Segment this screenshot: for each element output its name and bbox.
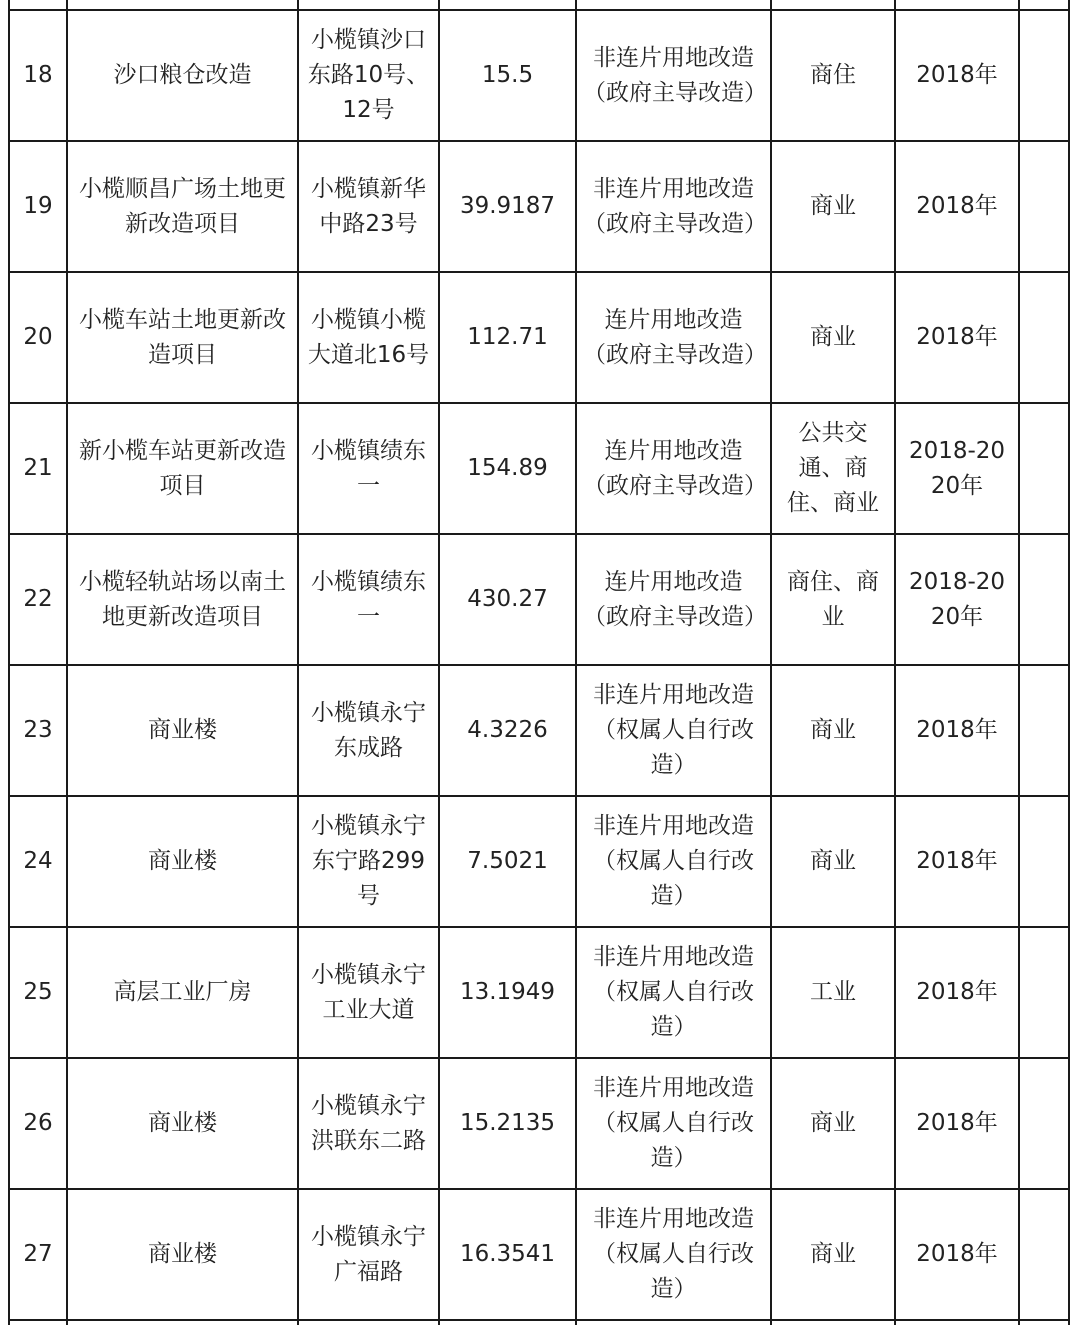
project-name: 商业楼 xyxy=(67,796,298,927)
land-use: 商业 xyxy=(771,272,895,403)
land-use: 商住 xyxy=(771,10,895,141)
renovation-type: 非连片用地改造（权属人自行改造） xyxy=(576,665,771,796)
table-row xyxy=(9,141,1069,272)
schedule-year: 2018年 xyxy=(895,796,1019,927)
table-row xyxy=(9,796,1069,927)
row-number: 25 xyxy=(9,927,67,1058)
project-area: 430.27 xyxy=(439,534,576,665)
land-use: 商业 xyxy=(771,665,895,796)
project-name: 商业楼 xyxy=(67,665,298,796)
land-use: 商业 xyxy=(771,1058,895,1189)
schedule-year: 2018年 xyxy=(895,927,1019,1058)
table-row xyxy=(9,1189,1069,1320)
row-number: 24 xyxy=(9,796,67,927)
renovation-type: 非连片用地改造（权属人自行改造） xyxy=(576,1058,771,1189)
table-row xyxy=(9,665,1069,796)
project-area: 7.5021 xyxy=(439,796,576,927)
project-name: 高层工业厂房 xyxy=(67,927,298,1058)
project-location: 小榄镇永宁东成路 xyxy=(298,665,439,796)
table-row xyxy=(9,403,1069,534)
renovation-type: 连片用地改造（政府主导改造） xyxy=(576,272,771,403)
empty-cell xyxy=(1019,1058,1069,1189)
land-use: 公共交通、商住、商业 xyxy=(771,403,895,534)
project-area: 4.3226 xyxy=(439,665,576,796)
land-use: 商业 xyxy=(771,796,895,927)
table-row xyxy=(9,1058,1069,1189)
table-row-partial xyxy=(9,1320,1069,1325)
empty-cell xyxy=(1019,10,1069,141)
project-location: 小榄镇绩东一 xyxy=(298,534,439,665)
empty-cell xyxy=(1019,796,1069,927)
schedule-year: 2018-2020年 xyxy=(895,403,1019,534)
row-number: 19 xyxy=(9,141,67,272)
table-row-partial xyxy=(9,0,1069,10)
project-location: 小榄镇永宁工业大道 xyxy=(298,927,439,1058)
row-number: 27 xyxy=(9,1189,67,1320)
project-location: 小榄镇绩东一 xyxy=(298,403,439,534)
row-number: 18 xyxy=(9,10,67,141)
empty-cell xyxy=(1019,534,1069,665)
row-number: 22 xyxy=(9,534,67,665)
project-name: 小榄车站土地更新改造项目 xyxy=(67,272,298,403)
project-name: 新小榄车站更新改造项目 xyxy=(67,403,298,534)
row-number: 23 xyxy=(9,665,67,796)
empty-cell xyxy=(1019,272,1069,403)
row-number: 26 xyxy=(9,1058,67,1189)
schedule-year: 2018年 xyxy=(895,1058,1019,1189)
land-use: 商住、商业 xyxy=(771,534,895,665)
project-location: 小榄镇永宁东宁路299号 xyxy=(298,796,439,927)
schedule-year: 2018年 xyxy=(895,272,1019,403)
project-name: 小榄轻轨站场以南土地更新改造项目 xyxy=(67,534,298,665)
project-location: 小榄镇永宁洪联东二路 xyxy=(298,1058,439,1189)
table-row xyxy=(9,10,1069,141)
empty-cell xyxy=(1019,141,1069,272)
project-table xyxy=(8,0,1070,1325)
row-number: 20 xyxy=(9,272,67,403)
schedule-year: 2018年 xyxy=(895,665,1019,796)
empty-cell xyxy=(1019,1189,1069,1320)
project-location: 小榄镇永宁广福路 xyxy=(298,1189,439,1320)
renovation-type: 非连片用地改造（政府主导改造） xyxy=(576,141,771,272)
project-area: 15.5 xyxy=(439,10,576,141)
empty-cell xyxy=(1019,403,1069,534)
row-number: 21 xyxy=(9,403,67,534)
project-location: 小榄镇小榄大道北16号 xyxy=(298,272,439,403)
schedule-year: 2018年 xyxy=(895,10,1019,141)
land-use: 商业 xyxy=(771,1189,895,1320)
empty-cell xyxy=(1019,665,1069,796)
land-use: 商业 xyxy=(771,141,895,272)
project-name: 沙口粮仓改造 xyxy=(67,10,298,141)
table-row xyxy=(9,534,1069,665)
project-location: 小榄镇沙口东路10号、12号 xyxy=(298,10,439,141)
renovation-type: 连片用地改造（政府主导改造） xyxy=(576,534,771,665)
project-area: 112.71 xyxy=(439,272,576,403)
project-area: 154.89 xyxy=(439,403,576,534)
renovation-type: 非连片用地改造（权属人自行改造） xyxy=(576,796,771,927)
renovation-type: 非连片用地改造（政府主导改造） xyxy=(576,10,771,141)
table-row xyxy=(9,927,1069,1058)
project-area: 16.3541 xyxy=(439,1189,576,1320)
schedule-year: 2018年 xyxy=(895,141,1019,272)
project-name: 小榄顺昌广场土地更新改造项目 xyxy=(67,141,298,272)
renovation-type: 非连片用地改造（权属人自行改造） xyxy=(576,927,771,1058)
renovation-type: 连片用地改造（政府主导改造） xyxy=(576,403,771,534)
schedule-year: 2018年 xyxy=(895,1189,1019,1320)
table-row xyxy=(9,272,1069,403)
project-location: 小榄镇新华中路23号 xyxy=(298,141,439,272)
project-area: 13.1949 xyxy=(439,927,576,1058)
renovation-type: 非连片用地改造（权属人自行改造） xyxy=(576,1189,771,1320)
land-use: 工业 xyxy=(771,927,895,1058)
project-area: 15.2135 xyxy=(439,1058,576,1189)
project-name: 商业楼 xyxy=(67,1058,298,1189)
project-name: 商业楼 xyxy=(67,1189,298,1320)
empty-cell xyxy=(1019,927,1069,1058)
schedule-year: 2018-2020年 xyxy=(895,534,1019,665)
project-area: 39.9187 xyxy=(439,141,576,272)
